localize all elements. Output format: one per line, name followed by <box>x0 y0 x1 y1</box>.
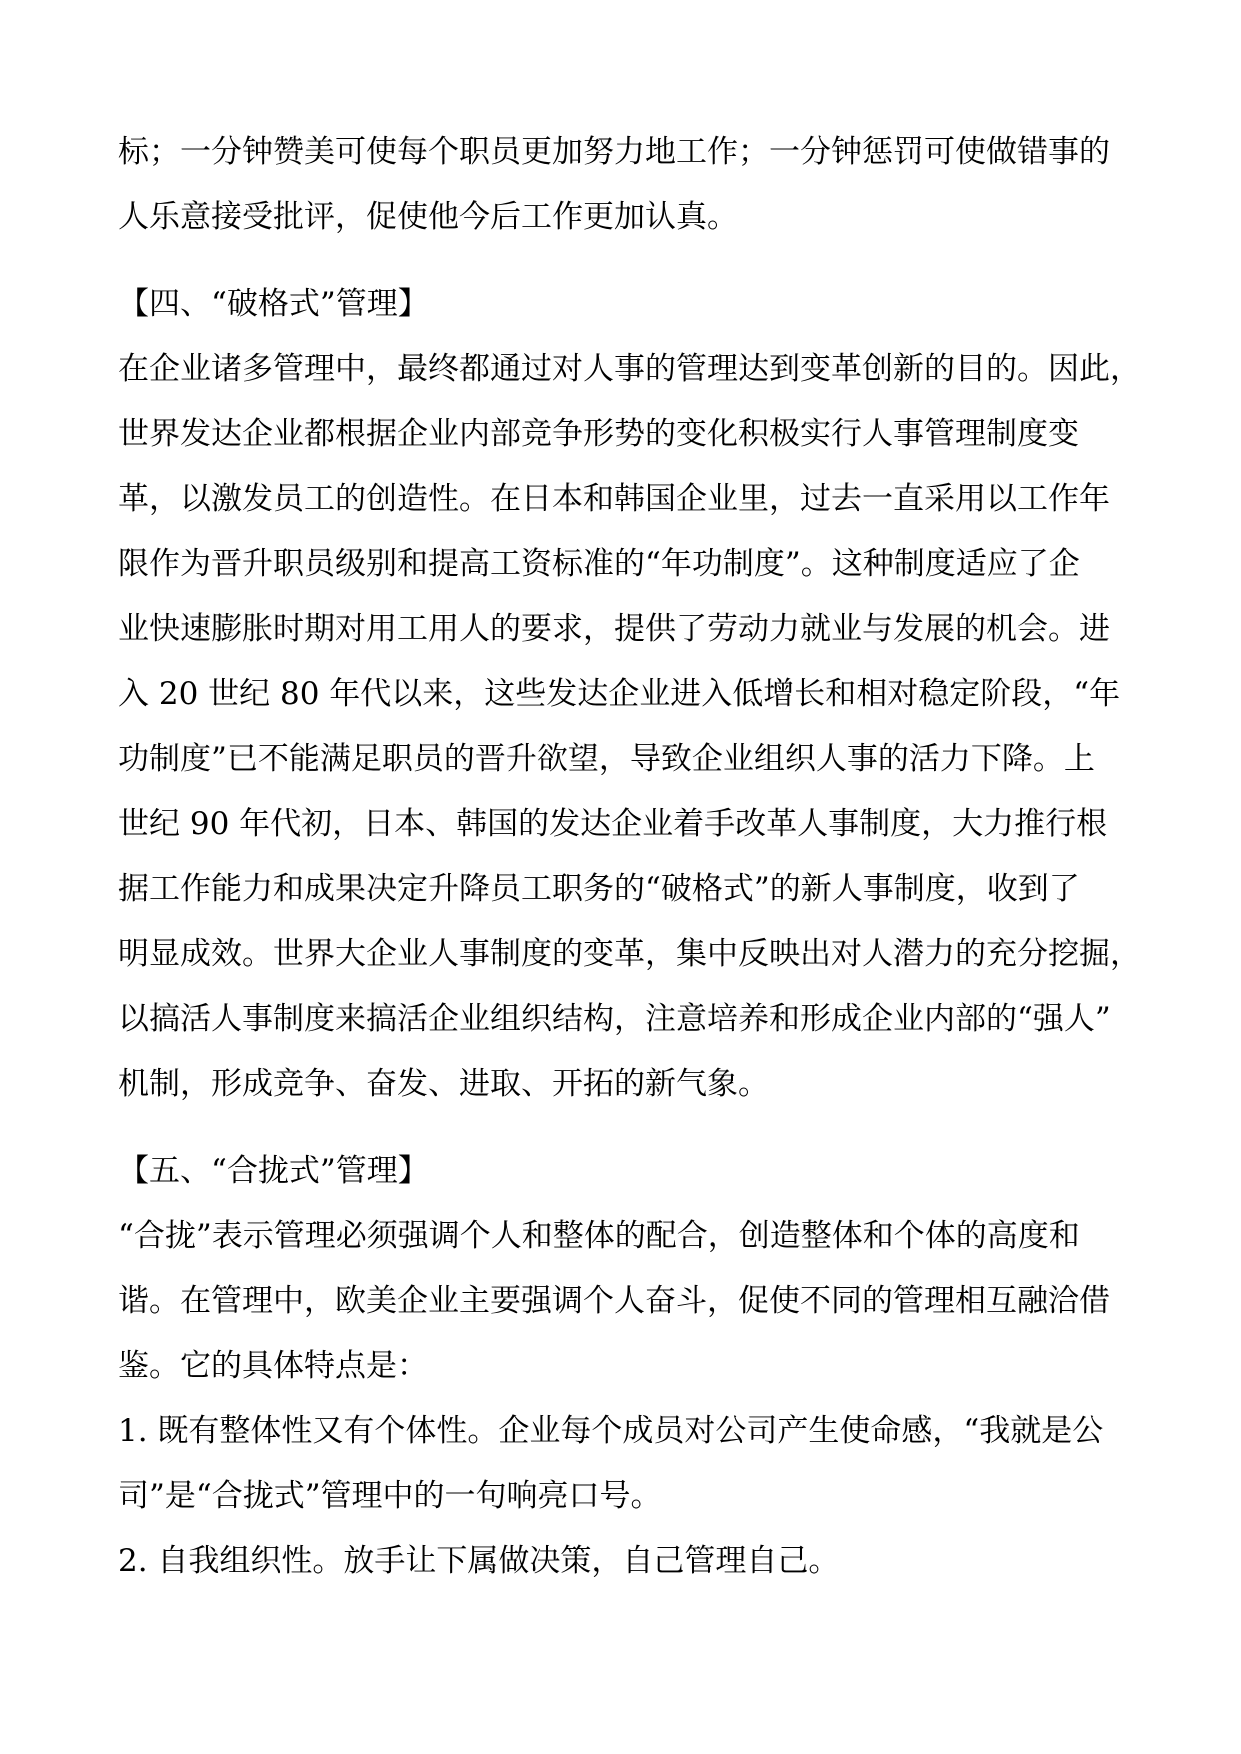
text-line: 人乐意接受批评，促使他今后工作更加认真。 <box>118 199 738 235</box>
text-line: 以搞活人事制度来搞活企业组织结构，注意培养和形成企业内部的“强人” <box>118 1001 1111 1037</box>
text-line: 明显成效。世界大企业人事制度的变革，集中反映出对人潜力的充分挖掘， <box>118 936 1141 972</box>
section-heading-4: 【四、“破格式”管理】 <box>118 286 429 322</box>
text-line: 据工作能力和成果决定升降员工职务的“破格式”的新人事制度，收到了 <box>118 871 1080 907</box>
paragraph-gap <box>118 1117 1128 1139</box>
text-line: 谐。在管理中，欧美企业主要强调个人奋斗，促使不同的管理相互融洽借 <box>118 1283 1110 1319</box>
text-line: 在企业诸多管理中，最终都通过对人事的管理达到变革创新的目的。因此， <box>118 351 1141 387</box>
document-body <box>118 120 1141 1594</box>
text-line: 业快速膨胀时期对用工用人的要求，提供了劳动力就业与发展的机会。进 <box>118 611 1110 647</box>
text-line: 革，以激发员工的创造性。在日本和韩国企业里，过去一直采用以工作年 <box>118 481 1110 517</box>
text-line: 2. 自我组织性。放手让下属做决策，自己管理自己。 <box>118 1543 840 1579</box>
text-line: 标；一分钟赞美可使每个职员更加努力地工作；一分钟惩罚可使做错事的 <box>118 134 1110 170</box>
text-line: 司”是“合拢式”管理中的一句响亮口号。 <box>118 1478 662 1514</box>
paragraph-gap <box>118 250 1128 272</box>
text-line: 限作为晋升职员级别和提高工资标准的“年功制度”。这种制度适应了企 <box>118 546 1080 582</box>
section-heading-5: 【五、“合拢式”管理】 <box>118 1153 429 1189</box>
text-line: “合拢”表示管理必须强调个人和整体的配合，创造整体和个体的高度和 <box>118 1218 1080 1254</box>
text-line: 机制，形成竞争、奋发、进取、开拓的新气象。 <box>118 1066 769 1102</box>
text-line: 功制度”已不能满足职员的晋升欲望，导致企业组织人事的活力下降。上 <box>118 741 1095 777</box>
text-line: 鉴。它的具体特点是： <box>118 1348 428 1384</box>
text-line: 世界发达企业都根据企业内部竞争形势的变化积极实行人事管理制度变 <box>118 416 1079 452</box>
text-line: 1. 既有整体性又有个体性。企业每个成员对公司产生使命感，“我就是公 <box>118 1413 1104 1449</box>
text-line: 世纪 90 年代初，日本、韩国的发达企业着手改革人事制度，大力推行根 <box>118 806 1108 842</box>
text-line: 入 20 世纪 80 年代以来，这些发达企业进入低增长和相对稳定阶段，“年 <box>118 676 1121 712</box>
